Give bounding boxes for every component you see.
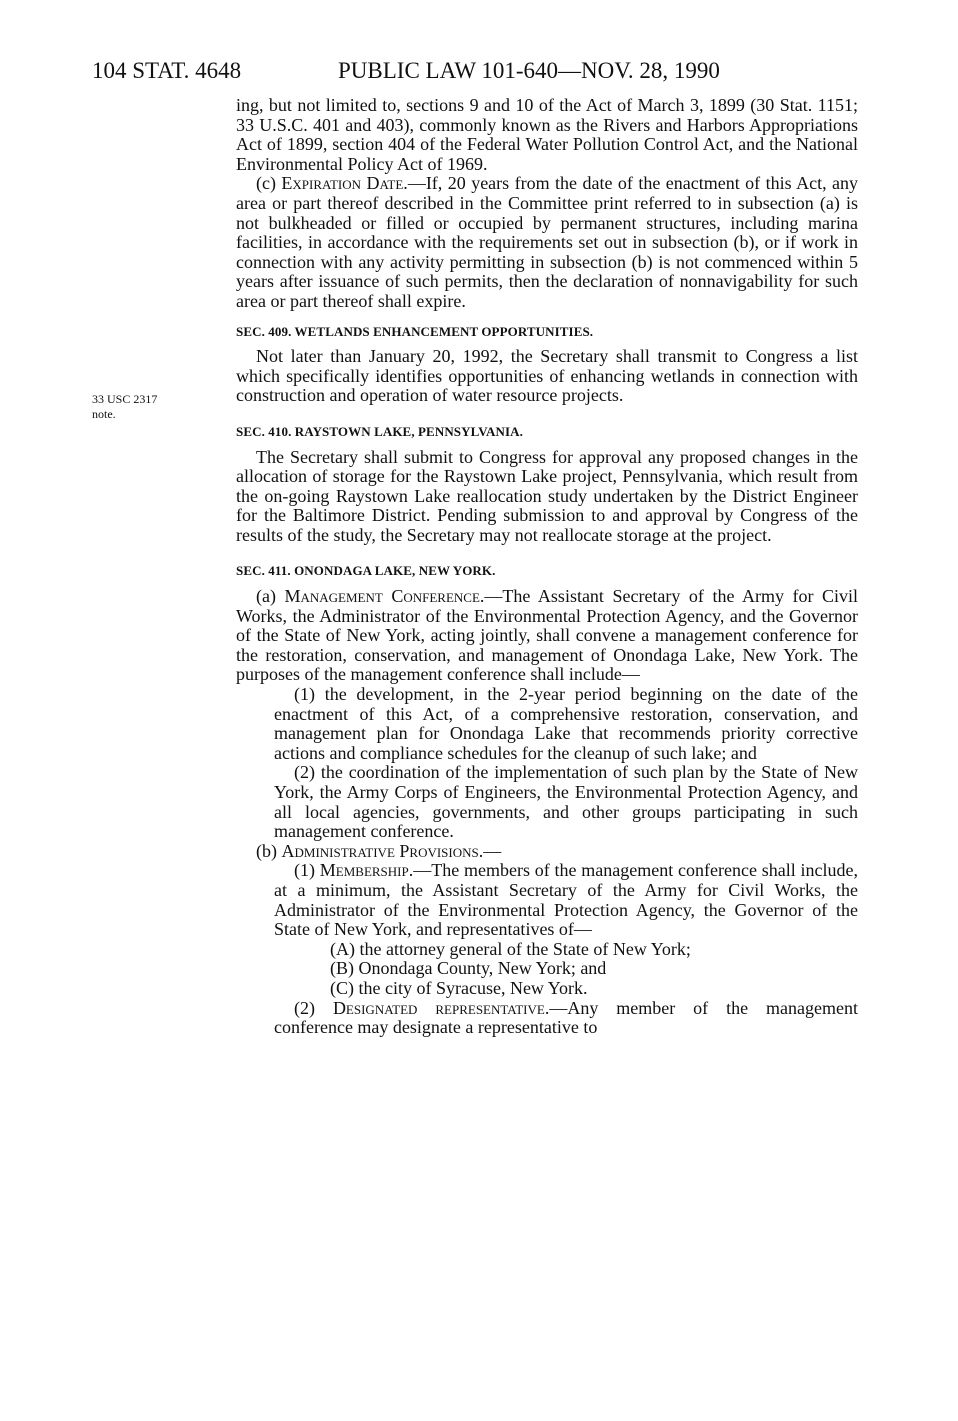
subsection-a <box>236 587 858 685</box>
clause-b1-B: (B) Onondaga County, New York; and <box>330 958 607 979</box>
paragraph-b1-text: —The members of the management conference shall include, at a minimum, the Assistant Secretary of the Army for Civil Works, the Administrator of the Environmental Protection Agency, the Governor of the State of New York, and representatives of— <box>274 860 858 940</box>
subsection-a-heading: Management Conference. <box>284 586 485 607</box>
page-body <box>236 96 858 1038</box>
paragraph-b2-heading: Designated representative. <box>332 997 550 1018</box>
clause-b1-C: (C) the city of Syracuse, New York. <box>330 977 588 998</box>
subsection-c-label: (c) <box>256 173 282 194</box>
section-409-text: Not later than January 20, 1992, the Secretary shall transmit to Congress a list which specifically identifies opportunities of enhancing wetlands in connection with construction and operation of water resource projects. <box>236 346 858 406</box>
section-411-heading: SEC. 411. ONONDAGA LAKE, NEW YORK. <box>236 563 496 579</box>
continued-paragraph: ing, but not limited to, sections 9 and 10 of the Act of March 3, 1899 (30 Stat. 1151; 33 U.S.C. 401 and 403), commonly known as the Rivers and Harbors Appropriations Act of 1899, section 404 of the Federal Water Pollution Control Act, and the National Environmental Policy Act of 1969. <box>236 95 858 174</box>
margin-note-suffix: note. <box>92 407 116 421</box>
section-410-text: The Secretary shall submit to Congress for approval any proposed changes in the allocation of storage for the Raystown Lake project, Pennsylvania, which result from the on-going Raystown Lake reallocation study undertaken by the District Engineer for the Baltimore District. Pending submission to and approval by Congress of the results of the study, the Secretary may not reallocate storage at the project. <box>236 446 858 545</box>
subsection-a-label: (a) <box>256 586 285 607</box>
subsection-c <box>236 174 858 311</box>
margin-note <box>92 392 222 422</box>
subsection-b-label: (b) <box>256 840 282 861</box>
paragraph-a2: (2) the coordination of the implementation of such plan by the State of New York, the Army Corps of Engineers, the Environmental Protection Agency, and all local agencies, governments, and other groups participating in such management conference. <box>274 762 858 842</box>
subsection-c-heading: Expiration Date. <box>281 173 408 194</box>
stat-page-number: 104 STAT. 4648 <box>92 58 242 83</box>
section-410-heading: SEC. 410. RAYSTOWN LAKE, PENNSYLVANIA. <box>236 423 523 439</box>
subsection-c-text: —If, 20 years from the date of the enactment of this Act, any area or part thereof described in the Committee print referred to in subsection (a) is not bulkheaded or filled or occupied by permanent structures, including marina facilities, in accordance with the requirements set out in subsection (b), or if work in connection with any activity permitting in subsection (b) is not commenced within 5 years after issuance of such permits, then the declaration of nonnavigability for such area or part thereof shall expire. <box>236 173 858 311</box>
clause-b1-A: (A) the attorney general of the State of New York; <box>330 938 691 959</box>
paragraph-b1 <box>236 861 858 939</box>
law-title: PUBLIC LAW 101-640—NOV. 28, 1990 <box>338 58 720 83</box>
subsection-b <box>236 842 858 862</box>
subsection-b-heading: Administrative Provisions. <box>281 840 484 861</box>
margin-note-citation: 33 USC 2317 <box>92 392 158 406</box>
paragraph-a1: (1) the development, in the 2-year period beginning on the date of the enactment of this Act, of a comprehensive restoration, conservation, and management plan for Onondaga Lake that recommends priority corrective actions and compliance schedules for the cleanup of such lake; and <box>274 684 858 763</box>
section-409-heading: SEC. 409. WETLANDS ENHANCEMENT OPPORTUNITIES. <box>236 323 594 339</box>
paragraph-b1-label: (1) <box>294 860 320 881</box>
page-header <box>92 58 872 92</box>
subsection-a-text: —The Assistant Secretary of the Army for Civil Works, the Administrator of the Environmental Protection Agency, and the Governor of the State of New York, acting jointly, shall convene a management conference for the restoration, conservation, and management of Onondaga Lake, New York. The purposes of the management conference shall include— <box>236 586 858 685</box>
paragraph-b2-text: —Any member of the management conference may designate a representative to <box>274 997 858 1038</box>
paragraph-b2-label: (2) <box>294 997 333 1018</box>
subsection-b-dash: — <box>483 840 502 861</box>
paragraph-b2 <box>236 999 858 1038</box>
paragraph-b1-heading: Membership. <box>319 860 414 881</box>
